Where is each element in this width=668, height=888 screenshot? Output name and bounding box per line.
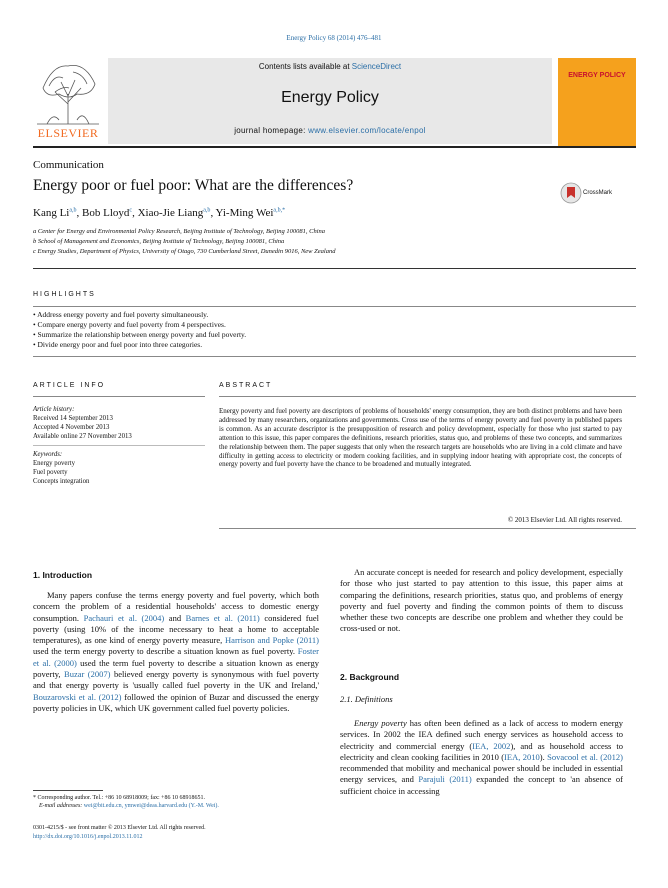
history-entry: Available online 27 November 2013 [33, 433, 132, 440]
introduction-paragraph-2 [340, 567, 623, 635]
history-entry: Accepted 4 November 2013 [33, 424, 110, 431]
keywords-label: Keywords: [33, 451, 63, 458]
history-entry: Received 14 September 2013 [33, 415, 113, 422]
author-affiliation-marker[interactable]: c [129, 207, 133, 214]
author-affiliation-marker[interactable]: a,b,* [273, 207, 286, 214]
header-rule [33, 146, 636, 148]
text-run: considered fuel poverty (using 10% of the income necessary to heat a home to acceptable temperatures), as one kind of energy poverty measure, [33, 612, 319, 646]
text-run: ). [539, 751, 548, 762]
article-title: Energy poor or fuel poor: What are the differences? [33, 177, 354, 194]
contents-availability [108, 62, 552, 71]
text-run: used the term energy poverty to describe a situation known as fuel poverty. [33, 646, 298, 657]
divider [33, 268, 636, 269]
citation-link[interactable]: Sovacool et al. (2012) [547, 751, 623, 762]
citation-link[interactable]: Harrison and Popke (2011) [225, 635, 319, 646]
divider [219, 396, 636, 397]
highlight-item: • Compare energy poverty and fuel poverty from 4 perspectives. [33, 320, 226, 329]
abstract-heading: ABSTRACT [219, 382, 273, 389]
article-info-heading: ARTICLE INFO [33, 382, 106, 389]
definitions-heading: 2.1. Definitions [340, 694, 393, 704]
author-name[interactable]: Bob Lloyd [82, 207, 130, 219]
keyword: Fuel poverty [33, 469, 68, 476]
issn-line: 0301-4215/$ - see front matter © 2013 Elsevier Ltd. All rights reserved. [33, 825, 206, 831]
journal-homepage [108, 126, 552, 135]
affiliation: b School of Management and Economics, Beijing Institute of Technology, Beijing 100081, China [33, 238, 285, 245]
paragraph-text: An accurate concept is needed for research and policy development, especially for those who just started to pay attention to this issue, this paper aims at comparing the definitions, research priorities, status quo, and problems of energy poverty and fuel poverty and finding the common points of them to discuss whether these two concepts are describe one problem and whether they could be cross-used or not. [340, 567, 623, 634]
citation-link[interactable]: Pachauri et al. (2004) [83, 612, 165, 623]
affiliation: c Energy Studies, Department of Physics, University of Otago, 730 Cumberland Street, Dunedin 9016, New Zealand [33, 248, 336, 255]
citation-link[interactable]: Foster et al. (2000) [33, 646, 319, 668]
citation-link[interactable]: IEA, 2002 [472, 740, 511, 751]
background-heading: 2. Background [340, 672, 400, 682]
author-name[interactable]: Xiao-Jie Liang [137, 207, 204, 219]
text-run: followed the opinion of Buzar and discussed the energy poverty policies in UK, which UK government called fuel poverty policies. [33, 691, 319, 713]
text-run: has often been defined as a lack of access to modern energy services. In 2002 the IEA defined such energy services as household access to electricity and commercial energy ( [340, 718, 623, 751]
text-run: recommended that mobility and mechanical power should be included in essential energy services, and [340, 763, 623, 785]
abstract-text: Energy poverty and fuel poverty are descriptors of problems of households' energy consumption, they are both distinct problems and have been addressed by many researchers, organizations and governments. Cross use of the terms of energy poverty and fuel poverty in published papers is common. As an accurate descriptor is the presupposition of research and policy development, especially for those who just started to pay attention to this issue, this paper compares the definitions, research priorities, status quo, and problems of these two concepts, and summarizes the relationship between them. The paper suggests that only when the research targets are households who are living in a cold climate and have difficulty in getting access to electricity or modern cooking facilities, and in supplying indoor heating with appropriate cost, the concepts of energy poverty and fuel poverty have the chance to be broadened and mutually integrated. [219, 407, 622, 469]
abstract-copyright: © 2013 Elsevier Ltd. All rights reserved. [507, 516, 622, 524]
citation-link[interactable]: IEA, 2010 [504, 751, 540, 762]
email-links[interactable]: wei@bit.edu.cn, ymwei@deas.harvard.edu (Y.-M. Wei). [83, 803, 219, 809]
term-energy-poverty: Energy poverty [354, 718, 407, 728]
divider [219, 528, 636, 529]
author-affiliation-marker[interactable]: a,b [69, 207, 77, 214]
crossmark-label[interactable]: CrossMark [583, 190, 613, 196]
author-list: Kang Li$^{a,b}$, Bob Lloyd$^c$, Xiao-Jie Liang$^{a,b}$, Yi-Ming Wei$^{a,b,*}$ [33, 207, 286, 219]
text-run: used the term fuel poverty to describe a situation known as energy poverty, [33, 657, 319, 680]
divider [33, 396, 205, 397]
citation-link[interactable]: Parajuli (2011) [418, 774, 472, 785]
citation-link[interactable]: Bouzarovski et al. (2012) [33, 691, 122, 702]
contents-prefix: Contents lists available at [258, 62, 352, 71]
page-footer [33, 824, 206, 842]
highlights-heading: HIGHLIGHTS [33, 291, 96, 298]
affiliation: a Center for Energy and Environmental Policy Research, Beijing Institute of Technology, Beijing 100081, China [33, 228, 326, 235]
homepage-prefix: journal homepage: [234, 126, 309, 135]
text-run: expanded the concept to 'an absence of sufficient choice in accessing [340, 774, 623, 796]
citation-link[interactable]: Buzar (2007) [64, 669, 111, 680]
author-name[interactable]: Kang Li [33, 207, 70, 219]
email-label: E-mail addresses: [39, 803, 84, 809]
text-run: and [164, 612, 186, 623]
crossmark-icon[interactable] [560, 182, 582, 209]
introduction-paragraph [33, 590, 319, 714]
doi-link[interactable]: http://dx.doi.org/10.1016/j.enpol.2013.11.012 [33, 834, 143, 840]
keyword: Energy poverty [33, 460, 75, 467]
homepage-link[interactable]: www.elsevier.com/locate/enpol [308, 126, 426, 135]
introduction-heading: 1. Introduction [33, 570, 93, 580]
footnote-rule [33, 790, 103, 791]
author-name[interactable]: Yi-Ming Wei [215, 207, 274, 219]
definitions-paragraph [340, 718, 623, 797]
divider [33, 356, 636, 357]
footnote [33, 794, 316, 810]
article-type: Communication [33, 159, 104, 171]
citation-link[interactable]: Barnes et al. (2011) [185, 612, 260, 623]
elsevier-wordmark: ELSEVIER [37, 126, 99, 140]
journal-reference[interactable]: Energy Policy 68 (2014) 476–481 [286, 34, 382, 42]
text-run: believed energy poverty is synonymous with fuel poverty and that energy poverty is 'usually called fuel poverty in the UK and Ireland,' [33, 669, 320, 691]
cover-title: ENERGY POLICY [568, 72, 626, 79]
text-run: Many papers confuse the terms energy poverty and fuel poverty, which both concern the problem of a residential households' access to domestic energy consumption. [33, 590, 319, 623]
article-history-label: Article history: [33, 406, 75, 413]
divider [33, 306, 636, 307]
keyword: Concepts integration [33, 478, 90, 485]
text-run: ), and as household access to electricity and clean cooking facilities in 2010 ( [340, 740, 623, 762]
divider [33, 445, 205, 446]
highlight-item: • Summarize the relationship between energy poverty and fuel poverty. [33, 330, 247, 339]
sciencedirect-link[interactable]: ScienceDirect [351, 62, 402, 71]
corresponding-author: * Corresponding author. Tel.: +86 10 68918009; fax: +86 10 68918651. [33, 795, 206, 801]
journal-title: Energy Policy [281, 89, 379, 106]
author-affiliation-marker[interactable]: a,b [203, 207, 211, 214]
highlight-item: • Divide energy poor and fuel poor into three categories. [33, 340, 203, 349]
highlight-item: • Address energy poverty and fuel poverty simultaneously. [33, 310, 209, 319]
